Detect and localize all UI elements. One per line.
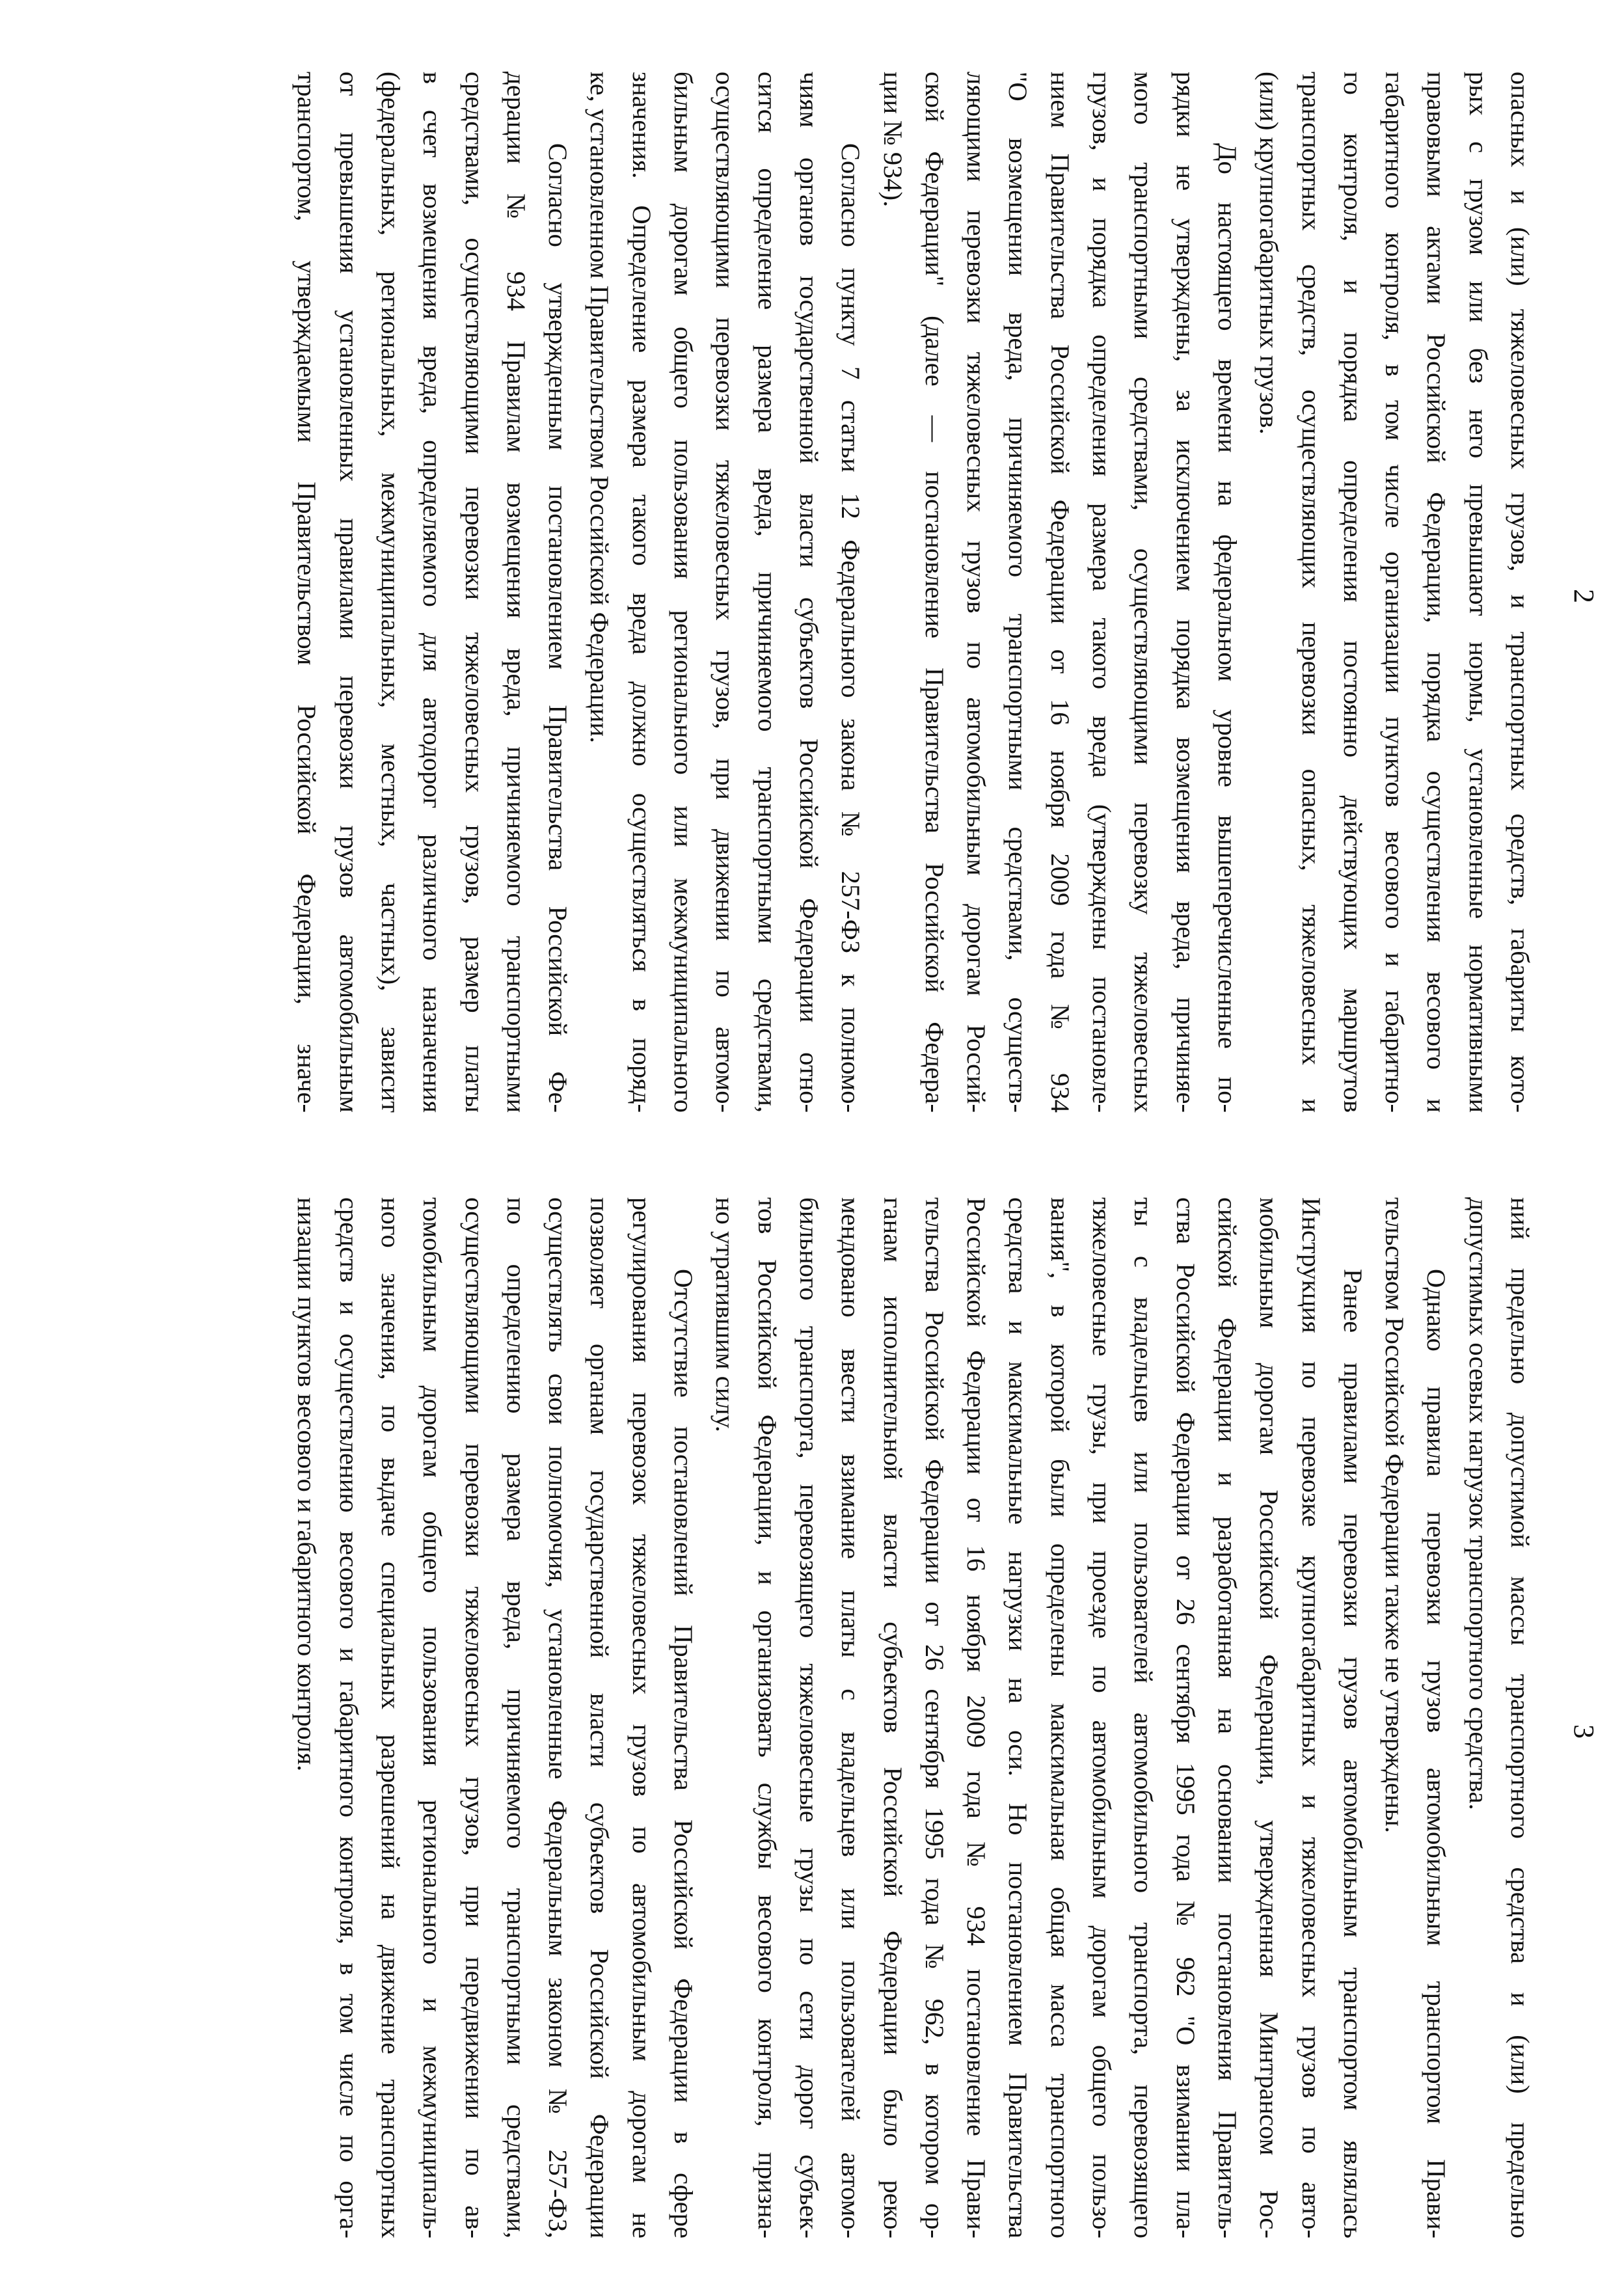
text-line: рых с грузом или без него превышают нормы, установленные нормативными	[1463, 72, 1493, 1113]
text-line: тельством Российской Федерации также не утверждены.	[1380, 1197, 1410, 1834]
text-line: Ранее правилами перевозки грузов автомобильным транспортом являлась	[1338, 1269, 1368, 2238]
text-line: мого транспортными средствами, осуществляющими перевозку тяжеловесных	[1129, 72, 1159, 1113]
text-line: Отсутствие постановлений Правительства Российской Федерации в сфере	[669, 1269, 699, 2238]
text-line: ства Российской Федерации от 26 сентября 1995 года № 962 "О взимании пла-	[1171, 1197, 1200, 2238]
text-line: ляющими перевозки тяжеловесных грузов по автомобильным дорогам Россий-	[962, 72, 992, 1113]
text-line: допустимых осевых нагрузок транспортного средства.	[1463, 1197, 1493, 1810]
text-line: правовыми актами Российской Федерации, порядка осуществления весового и	[1422, 72, 1452, 1113]
text-line: средства и максимальные нагрузки на оси. Но постановлением Правительства	[1003, 1197, 1033, 2238]
text-line: мендовано ввести взимание платы с владельцев или пользователей автомо-	[836, 1197, 866, 2238]
text-line: ний предельно допустимой массы транспортного средства и (или) предельно	[1506, 1197, 1535, 2238]
text-line: ской Федерации" (далее — постановление Правительства Российской Федера-	[919, 72, 949, 1113]
text-line: регулирования перевозок тяжеловесных грузов по автомобильным дорогам не	[627, 1197, 656, 2238]
text-line: от превышения установленных правилами перевозки грузов автомобильным	[334, 72, 364, 1113]
text-line: значения. Определение размера такого вреда должно осуществляться в поряд-	[627, 72, 656, 1113]
text-line: ции № 934).	[878, 72, 908, 208]
text-line: тов Российской Федерации, и организовать службы весового контроля, призна-	[752, 1197, 782, 2238]
text-line: Согласно пункту 7 статьи 12 Федерального закона № 257-ФЗ к полномо-	[836, 143, 866, 1113]
text-line: ты с владельцев или пользователей автомобильного транспорта, перевозящего	[1129, 1197, 1159, 2238]
text-line: по определению размера вреда, причиняемого транспортными средствами,	[501, 1197, 531, 2238]
text-line: грузов, и порядка определения размера такого вреда (утверждены постановле-	[1087, 72, 1117, 1113]
text-line: бильным дорогам общего пользования регионального или межмуниципального	[669, 72, 699, 1113]
text-line: чиям органов государственной власти субъектов Российской Федерации отно-	[794, 72, 824, 1113]
text-line: осуществлять свои полномочия, установленные Федеральным законом № 257-ФЗ,	[543, 1197, 573, 2238]
text-line: сится определение размера вреда, причиняемого транспортными средствами,	[752, 72, 782, 1113]
text-line: томобильным дорогам общего пользования регионального и межмуниципаль-	[418, 1197, 448, 2238]
text-line: в счет возмещения вреда, определяемого для автодорог различного назначения	[418, 72, 448, 1113]
text-line: осуществляющими перевозки тяжеловесных грузов, при передвижении по ав-	[459, 1197, 489, 2238]
text-line: транспортных средств, осуществляющих перевозки опасных, тяжеловесных и	[1296, 72, 1326, 1113]
left-page-number: 2	[1568, 589, 1600, 603]
text-line: мобильным дорогам Российской Федерации, утвержденная Минтрансом Рос-	[1254, 1197, 1284, 2238]
text-line: ке, установленном Правительством Российской Федерации.	[585, 72, 615, 744]
left-page-text	[286, 72, 1541, 1113]
text-line: До настоящего времени на федеральном уровне вышеперечисленные по-	[1212, 143, 1242, 1113]
text-line: сийской Федерации и разработанная на основании постановления Правитель-	[1212, 1197, 1242, 2238]
right-page-text	[286, 1197, 1541, 2238]
text-line: вания", в которой были определены максимальная общая масса транспортного	[1045, 1197, 1075, 2238]
text-line: но утратившим силу.	[710, 1197, 740, 1432]
right-page-number: 3	[1568, 1724, 1600, 1739]
text-line: габаритного контроля, в том числе организации пунктов весового и габаритно-	[1380, 72, 1410, 1113]
text-line: ганам исполнительной власти субъектов Российской Федерации было реко-	[878, 1197, 908, 2238]
text-line: (или) крупногабаритных грузов.	[1254, 72, 1284, 435]
text-line: средств и осуществлению весового и габаритного контроля, в том числе по орга-	[334, 1197, 364, 2238]
text-line: Российской Федерации от 16 ноября 2009 года № 934 постановление Прави-	[962, 1197, 992, 2238]
text-line: тельства Российской Федерации от 26 сентября 1995 года № 962, в котором ор-	[919, 1197, 949, 2238]
text-line: го контроля, и порядка определения постоянно действующих маршрутов	[1338, 72, 1368, 1113]
text-line: (федеральных, региональных, межмуниципальных, местных, частных), зависит	[375, 72, 405, 1113]
text-line: Однако правила перевозки грузов автомобильным транспортом Прави-	[1422, 1269, 1452, 2238]
text-line: средствами, осуществляющими перевозки тяжеловесных грузов, размер платы	[459, 72, 489, 1113]
text-line: осуществляющими перевозки тяжеловесных грузов, при движении по автомо-	[710, 72, 740, 1113]
text-line: "О возмещении вреда, причиняемого транспортными средствами, осуществ-	[1003, 72, 1033, 1113]
text-line: транспортом, утверждаемыми Правительством Российской Федерации, значе-	[292, 72, 322, 1113]
text-line: ного значения, по выдаче специальных разрешений на движение транспортных	[375, 1197, 405, 2238]
text-line: дерации № 934 Правилам возмещения вреда, причиняемого транспортными	[501, 72, 531, 1113]
text-line: Согласно утвержденным постановлением Правительства Российской Фе-	[543, 143, 573, 1113]
text-line: позволяет органам государственной власти субъектов Российской Федерации	[585, 1197, 615, 2238]
text-line: бильного транспорта, перевозящего тяжеловесные грузы по сети дорог субъек-	[794, 1197, 824, 2238]
text-line: тяжеловесные грузы, при проезде по автомобильным дорогам общего пользо-	[1087, 1197, 1117, 2238]
text-line: низации пунктов весового и габаритного контроля.	[292, 1197, 322, 1772]
text-line: Инструкция по перевозке крупногабаритных и тяжеловесных грузов по авто-	[1296, 1197, 1326, 2238]
text-line: рядки не утверждены, за исключением порядка возмещения вреда, причиняе-	[1171, 72, 1200, 1113]
text-line: нием Правительства Российской Федерации от 16 ноября 2009 года № 934	[1045, 72, 1075, 1113]
text-line: опасных и (или) тяжеловесных грузов, и транспортных средств, габариты кото-	[1506, 72, 1535, 1113]
